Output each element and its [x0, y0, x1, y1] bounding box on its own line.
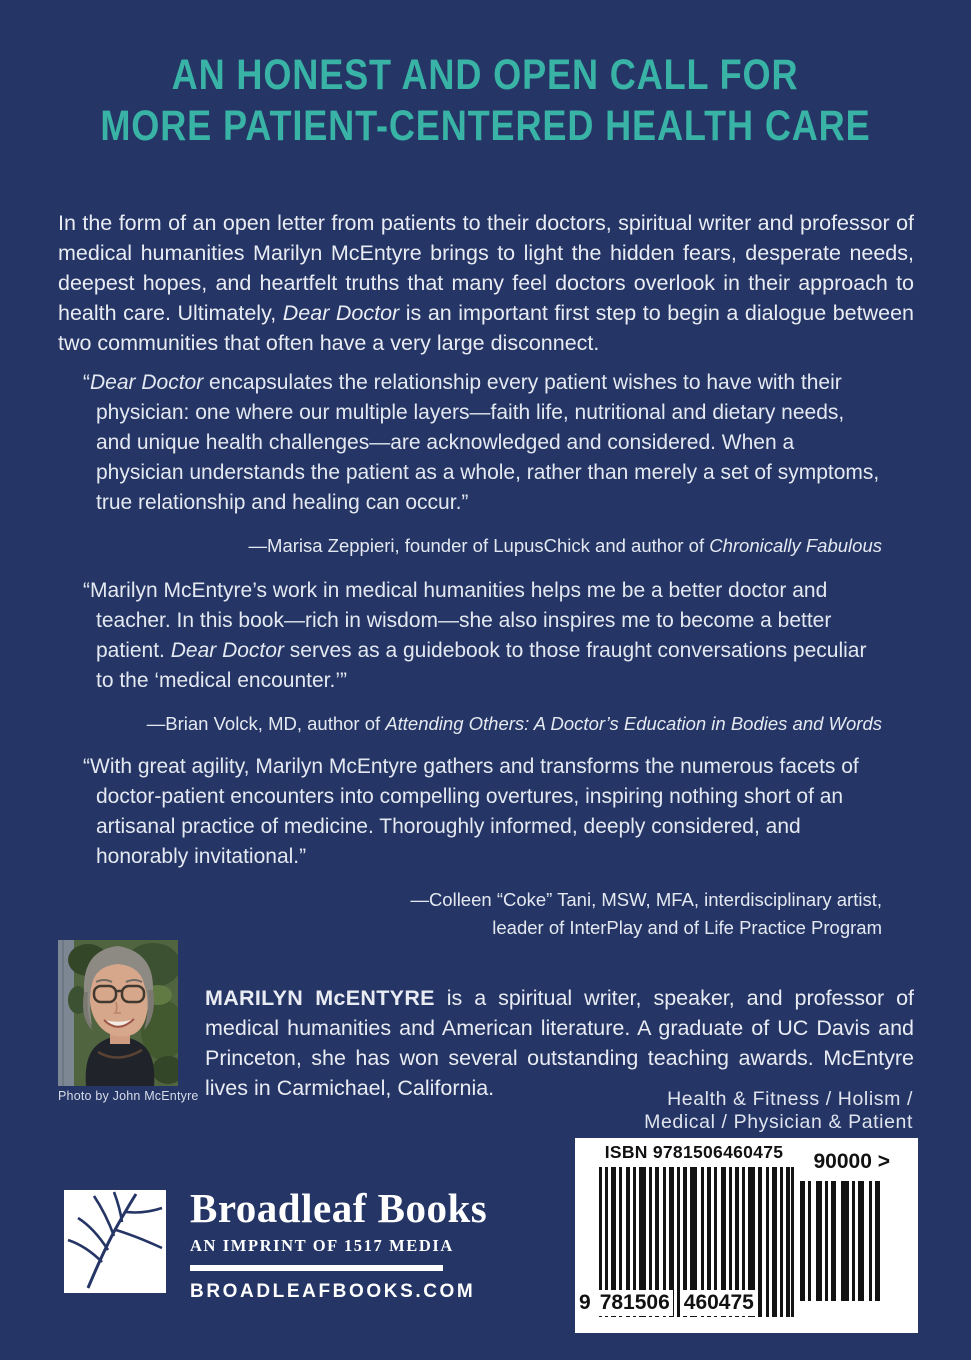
author-bio: [205, 983, 914, 1103]
intro-text: In the form of an open letter from patients to their doctors, spiritual writer and professor of medical humanities Marilyn McEntyre brings to light the hidden fears, desperate needs, deepest hopes, and heartfelt truths that many feel doctors overlook in their approach to health care. Ultimately,: [58, 210, 914, 325]
addon-barcode: [798, 1150, 890, 1301]
publisher-logo: [64, 1190, 166, 1293]
ean-digit-lead: 9: [579, 1291, 591, 1314]
barcode-panel: [575, 1138, 918, 1333]
category-line-2: Medical / Physician & Patient: [644, 1110, 913, 1133]
attribution-work-italic: Chronically Fabulous: [709, 535, 882, 556]
quote-3-attribution: [96, 886, 882, 942]
quote-body: “Marilyn McEntyre’s work in medical humanities helps me be a better doctor and teacher. In this book—rich in wisdom—she also inspires me to become a better patient.: [83, 579, 832, 662]
headline-line-2: MORE PATIENT-CENTERED HEALTH CARE: [100, 102, 871, 150]
book-title-italic: Dear Doctor: [282, 300, 400, 325]
quote-1: [83, 368, 882, 560]
quote-open-mark: “: [83, 371, 90, 394]
publisher-imprint: AN IMPRINT OF 1517 MEDIA: [190, 1236, 454, 1255]
logo-divider: [190, 1265, 443, 1271]
quote-1-attribution: [96, 532, 882, 560]
attribution-line-2: leader of InterPlay and of Life Practice Program: [492, 917, 882, 938]
attribution-text: —Brian Volck, MD, author of: [146, 713, 386, 734]
ean-digit-group-1: 781506: [597, 1290, 673, 1316]
intro-text-end: is an important first step to begin a dialogue between two communities that often have a very large disconnect.: [58, 300, 914, 355]
book-title-italic: Dear Doctor: [170, 639, 284, 662]
intro-paragraph: [58, 208, 914, 358]
quote-body: encapsulates the relationship every patient wishes to have with their physician: one where our multiple layers—faith life, nutritional and dietary needs, and unique health challenges—are acknowledged and considered. When a physician understands the patient as a whole, rather than merely a set of symptoms, true relationship and healing can occur.”: [96, 371, 880, 514]
author-photo: [58, 940, 178, 1086]
headline-line-1: AN HONEST AND OPEN CALL FOR: [172, 51, 799, 99]
quote-1-text: [83, 368, 882, 518]
category-labels: [644, 1088, 913, 1133]
author-bio-text: is a spiritual writer, speaker, and professor of medical humanities and American literature. A graduate of UC Davis and Princeton, she has won several outstanding teaching awards. McEntyre lives in Carmichael, California.: [205, 985, 914, 1100]
quote-3-text: “With great agility, Marilyn McEntyre gathers and transforms the numerous facets of doctor-patient encounters into compelling overtures, inspiring nothing short of an artisanal practice of medicine. Thoroughly informed, deeply considered, and honorably invitational.”: [83, 755, 859, 868]
publisher-name: Broadleaf Books: [190, 1185, 488, 1231]
publisher-website: BROADLEAFBOOKS.COM: [190, 1281, 476, 1302]
isbn-label: ISBN 9781506460475: [604, 1142, 784, 1162]
book-title-italic: Dear Doctor: [90, 371, 204, 394]
publisher-block: [190, 1186, 487, 1303]
leaf-icon: [64, 1190, 166, 1293]
author-portrait-illustration: [58, 940, 178, 1086]
ean-barcode-digits: [579, 1290, 809, 1318]
ean-digit-group-2: 460475: [681, 1290, 757, 1316]
attribution-text: —Marisa Zeppieri, founder of LupusChick and author of: [248, 535, 710, 556]
addon-price-label: 90000 >: [813, 1150, 890, 1173]
attribution-work-italic: Attending Others: A Doctor’s Education in Bodies and Words: [385, 713, 882, 734]
quote-3: [83, 752, 882, 942]
photo-credit: Photo by John McEntyre: [58, 1089, 199, 1103]
author-name: MARILYN McENTYRE: [205, 985, 435, 1010]
quote-2: [83, 576, 882, 738]
quote-2-attribution: [96, 710, 882, 738]
attribution-line-1: —Colleen “Coke” Tani, MSW, MFA, interdisciplinary artist,: [410, 889, 882, 910]
quote-2-text: [83, 576, 882, 696]
category-line-1: Health & Fitness / Holism /: [667, 1088, 913, 1110]
addon-barcode-bars: [800, 1181, 882, 1301]
headline: [0, 50, 971, 152]
quote-body-end: serves as a guidebook to those fraught conversations peculiar to the ‘medical encounter.’”: [96, 639, 867, 692]
